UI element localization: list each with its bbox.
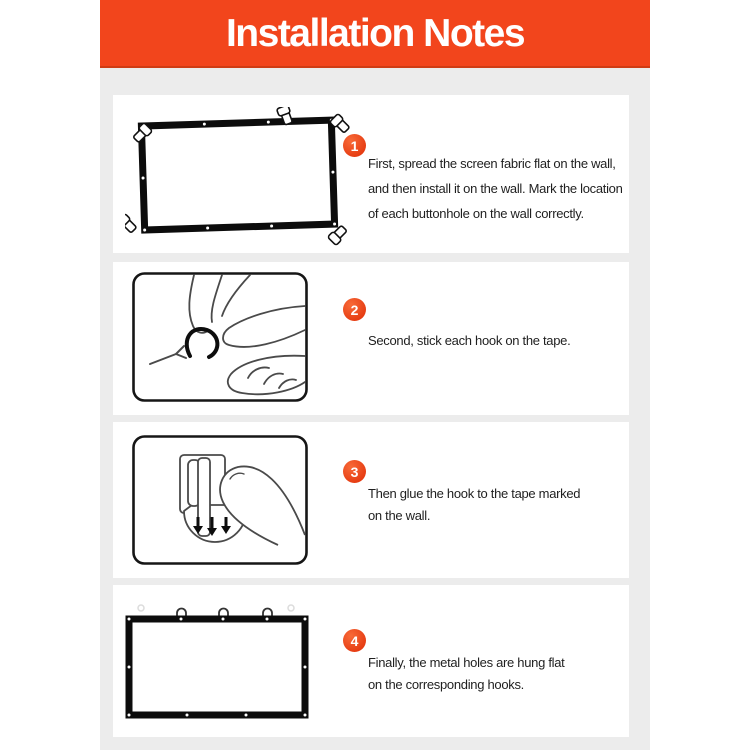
hands-hook-icon: [132, 272, 308, 402]
hook-press-icon: [132, 435, 308, 565]
step-4-line-2: on the corresponding hooks.: [368, 677, 524, 692]
page-title: Installation Notes: [225, 11, 525, 55]
step-1-line-1: First, spread the screen fabric flat on the wall,: [368, 156, 616, 171]
step-4-number-badge: [343, 629, 366, 652]
step-4-panel: [113, 585, 629, 737]
step-2-text: [368, 330, 570, 352]
step-4-text: [368, 652, 564, 696]
step-3-line-1: Then glue the hook to the tape marked: [368, 486, 581, 501]
step-1-line-2: and then install it on the wall. Mark the location: [368, 181, 623, 196]
step-3-panel: [113, 422, 629, 578]
screen-fabric-illustration: [125, 107, 355, 247]
step-1-line-3: of each buttonhole on the wall correctly.: [368, 206, 584, 221]
step-1-text: [368, 151, 623, 226]
instruction-sheet: [100, 0, 650, 750]
step-2-panel: [113, 262, 629, 415]
screen-on-hooks-icon: [121, 601, 313, 723]
step-4-line-1: Finally, the metal holes are hung flat: [368, 655, 565, 670]
step-1-number-badge: [343, 134, 366, 157]
step-number: 4: [350, 632, 359, 649]
header-banner: [100, 0, 650, 68]
step-2-line-1: Second, stick each hook on the tape.: [368, 333, 571, 348]
step-3-line-2: on the wall.: [368, 508, 431, 523]
step-number: 2: [350, 301, 359, 318]
step-number: 1: [350, 137, 359, 154]
screen-fabric-icon: [125, 107, 355, 247]
step-number: 3: [350, 463, 359, 480]
step-2-number-badge: [343, 298, 366, 321]
step-3-text: [368, 483, 580, 527]
hands-hook-illustration: [132, 272, 308, 402]
step-3-number-badge: [343, 460, 366, 483]
hook-press-illustration: [132, 435, 308, 565]
step-1-panel: [113, 95, 629, 253]
screen-on-hooks-illustration: [121, 601, 313, 723]
